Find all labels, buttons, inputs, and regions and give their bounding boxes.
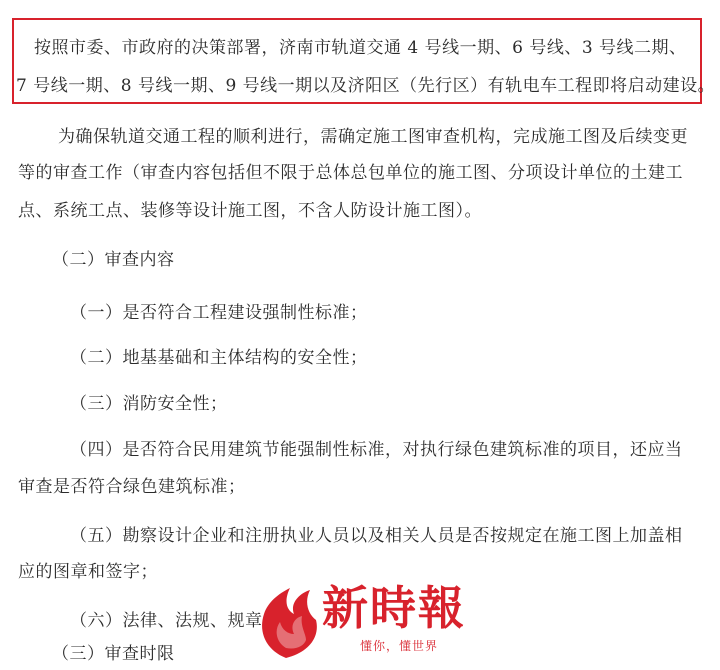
section-heading-content: （二）审查内容 xyxy=(52,250,175,270)
watermark-logo xyxy=(256,580,472,664)
list-item: （二）地基基础和主体结构的安全性； xyxy=(70,348,368,368)
intro-line-1: 为确保轨道交通工程的顺利进行，需确定施工图审查机构，完成施工图及后续变更 xyxy=(58,127,688,147)
list-item: （一）是否符合工程建设强制性标准； xyxy=(70,303,368,323)
intro-line-3: 点、系统工点、装修等设计施工图，不含人防设计施工图）。 xyxy=(18,201,482,221)
torch-flame-icon xyxy=(256,580,326,664)
intro-line-2: 等的审查工作（审查内容包括但不限于总体总包单位的施工图、分项设计单位的土建工 xyxy=(18,163,683,183)
list-item-continuation: 应的图章和签字； xyxy=(18,562,158,582)
list-item: （三）消防安全性； xyxy=(70,394,228,414)
watermark-slogan: 懂你，懂世界 xyxy=(360,639,439,653)
list-item: （五）勘察设计企业和注册执业人员以及相关人员是否按规定在施工图上加盖相 xyxy=(70,526,683,546)
list-item: （六）法律、法规、规章 xyxy=(70,611,263,631)
list-item: （四）是否符合民用建筑节能强制性标准，对执行绿色建筑标准的项目，还应当 xyxy=(70,440,683,460)
watermark-name: 新時報 xyxy=(322,581,466,635)
highlight-line-1: 按照市委、市政府的决策部署，济南市轨道交通 4 号线一期、6 号线、3 号线二期、 xyxy=(34,38,687,58)
list-item-continuation: 审查是否符合绿色建筑标准； xyxy=(18,477,246,497)
section-heading-time: （三）审查时限 xyxy=(52,644,175,664)
highlight-line-2: 7 号线一期、8 号线一期、9 号线一期以及济阳区（先行区）有轨电车工程即将启动建设。 xyxy=(16,76,716,96)
